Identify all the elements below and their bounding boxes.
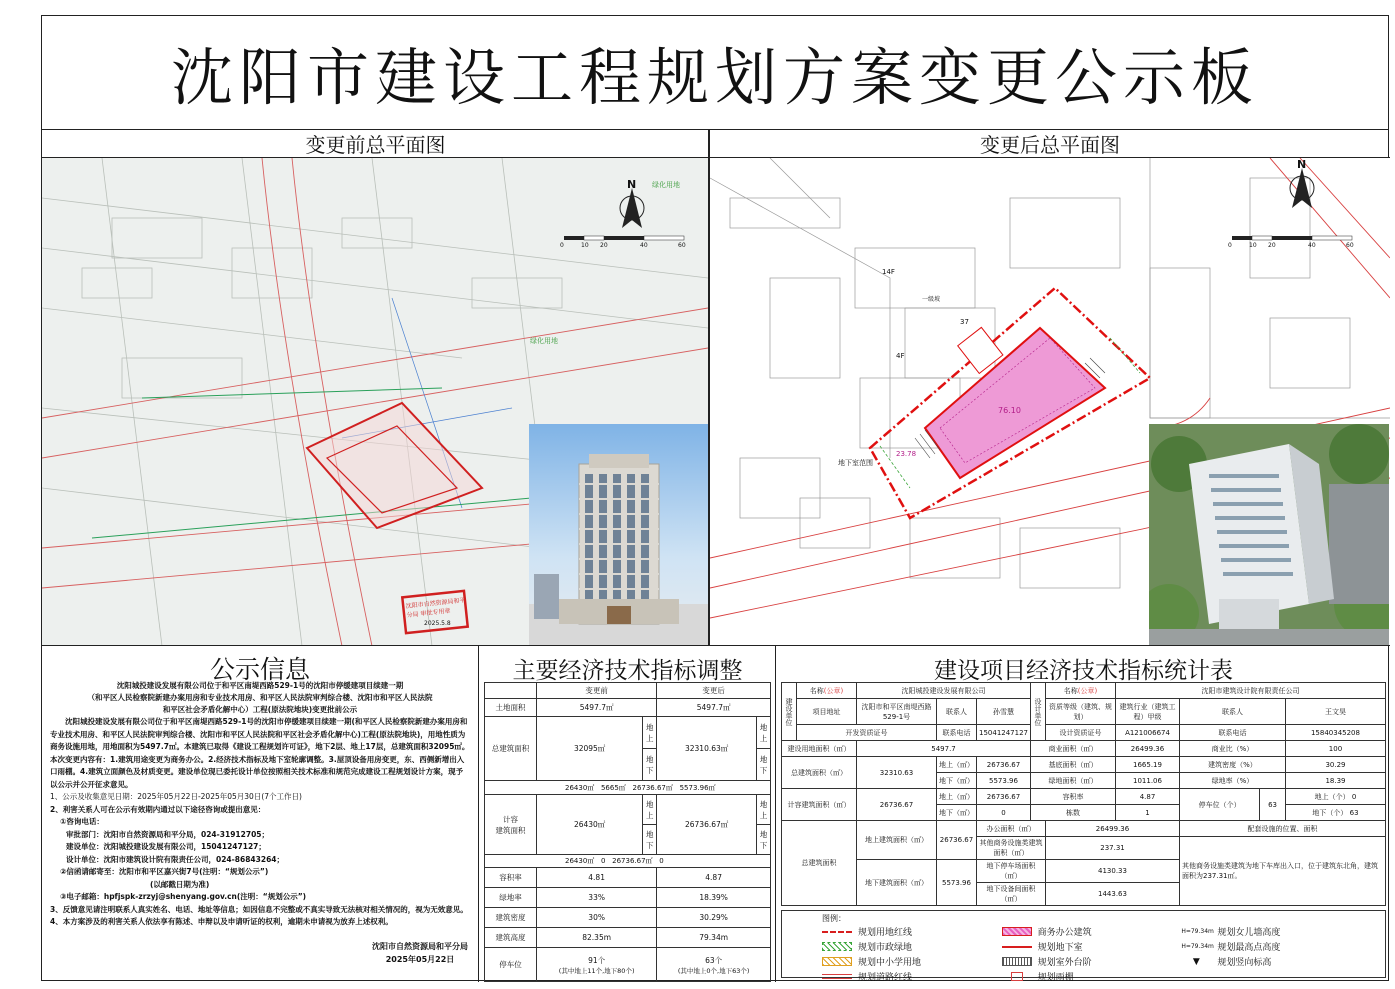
before-north-label: N bbox=[627, 178, 637, 191]
cell: 建筑密度（%） bbox=[1180, 757, 1286, 773]
row-label: 设计单位 bbox=[1031, 683, 1046, 741]
cell: 绿地面积（㎡） bbox=[1031, 773, 1116, 789]
cell: 0 bbox=[1351, 792, 1357, 801]
cell: 30.29 bbox=[1285, 757, 1385, 773]
cell: 地下 bbox=[643, 825, 657, 855]
cell: 联系人 bbox=[937, 699, 977, 725]
cell: 63个 bbox=[705, 955, 723, 965]
cell: 栋数 bbox=[1031, 805, 1116, 821]
map-label: 绿化用地 bbox=[652, 181, 680, 189]
notice-body: 沈阳城投建设发展有限公司位于和平区南堤西路529-1号的沈阳市停缓建项目续建一期(和平区人民检察院新建办案用房和专业技术用房、和平区人民法院审判综合楼、沈阳市和平区人民法院和平区社会矛盾化解中心)工程(原法院地块)，用地性质为商务设施用地，用地面积为5497.7㎡。本建筑已取得《建设工程规划许可证》，地下2层、地上17层，总建筑面积32095㎡。本次变更内容有：1.建筑用途变更为商务办公。2.经济技术指标及地下室轮廓调整。3.屋顶设备用房变更，东、西侧新增出入口雨棚。4.建筑立面颜色及材质变更。建设单位现已委托设计单位按照相关技术标准和规范完成建设工程规划设计方案，现予以公示并公开征求意见。 bbox=[50, 717, 470, 789]
cell: 建设用地面积（㎡） bbox=[782, 741, 857, 757]
cell: 地下 bbox=[643, 749, 657, 781]
map-label: 76.10 bbox=[998, 406, 1021, 415]
notice-item: 1、公示及收集意见日期：2025年05月22日-2025年05月30日(7个工作日) bbox=[50, 792, 302, 801]
cell: 地上 bbox=[757, 717, 771, 749]
notice-head: 沈阳城投建设发展有限公司位于和平区南堤西路529-1号的沈阳市停缓建项目续建一期 bbox=[116, 681, 404, 690]
notice-builder: 建设单位：沈阳城投建设发展有限公司，15041247127； bbox=[66, 842, 266, 851]
cell: 5497.7㎡ bbox=[537, 699, 657, 717]
cell: 5573.96㎡ bbox=[679, 783, 716, 792]
scale-label: 10 bbox=[581, 242, 589, 249]
notice-item: 4、本方案涉及的利害关系人依法享有陈述、申辩以及申请听证的权利，逾期未申请视为放弃上述权利。 bbox=[50, 917, 393, 926]
legend-item bbox=[1002, 924, 1166, 939]
cell: 配套设施的位置、面积 bbox=[1180, 821, 1386, 837]
row-label: 计容 bbox=[503, 814, 518, 824]
map-label: 地下室范围 bbox=[838, 459, 873, 467]
row-label: 建设单位 bbox=[782, 683, 797, 741]
cell: 总建筑面积 bbox=[782, 821, 857, 906]
cell: (公章) bbox=[823, 686, 844, 695]
cell: 5573.96 bbox=[977, 773, 1031, 789]
cell: 资质等级（建筑、规划） bbox=[1046, 699, 1116, 725]
cell: 30% bbox=[537, 908, 657, 928]
legend-label: 规划女儿墙高度 bbox=[1217, 928, 1281, 938]
legend-swatch bbox=[822, 957, 852, 966]
notice-mail-note: (以邮戳日期为准) bbox=[150, 879, 210, 889]
legend-label: 规划中小学用地 bbox=[858, 958, 922, 968]
cell: 79.34m bbox=[657, 928, 771, 948]
legend-swatch bbox=[1011, 972, 1023, 981]
scale-label: 0 bbox=[1228, 242, 1232, 249]
stats-title: 建设项目经济技术指标统计表 bbox=[934, 658, 1233, 684]
before-plan-heading: 变更前总平面图 bbox=[42, 130, 709, 158]
notice-title: 公示信息 bbox=[209, 655, 310, 684]
legend-swatch bbox=[1002, 957, 1032, 966]
cell: 地下停车场面积（㎡） bbox=[977, 860, 1046, 883]
legend-item bbox=[1002, 954, 1166, 969]
legend-label: 商务办公建筑 bbox=[1037, 928, 1092, 938]
cell: 商业比（%） bbox=[1180, 741, 1286, 757]
legend-item bbox=[1181, 924, 1345, 939]
stamp-text: 沈阳市自然资源局和平分局 审批专用章 bbox=[405, 596, 466, 620]
cell: 26430㎡ bbox=[565, 783, 595, 792]
cell: 26736.67 bbox=[937, 821, 977, 860]
cell: 4.81 bbox=[537, 868, 657, 888]
notice-item: 3、反馈意见请注明联系人真实姓名、电话、地址等信息；如因信息不完整或不真实导致无法核对相关情况的，视为无效意见。 bbox=[50, 904, 468, 914]
cell: 82.35m bbox=[537, 928, 657, 948]
cell: 5665㎡ bbox=[600, 783, 626, 792]
legend-label: 规划竖向标高 bbox=[1217, 958, 1272, 968]
cell: 联系电话 bbox=[937, 725, 977, 741]
legend bbox=[781, 910, 1386, 983]
notice-head: 和平区社会矛盾化解中心）工程(原法院地块)变更批前公示 bbox=[162, 705, 358, 714]
cell: 30.29% bbox=[657, 908, 771, 928]
cell: 名称 bbox=[809, 686, 824, 695]
legend-label: 规划最高点高度 bbox=[1217, 943, 1281, 953]
after-site-plan bbox=[710, 158, 1390, 646]
after-plan-heading: 变更后总平面图 bbox=[710, 130, 1390, 158]
scale-label: 40 bbox=[640, 242, 648, 249]
legend-item bbox=[1002, 969, 1166, 984]
legend-item bbox=[822, 924, 986, 939]
stamp-date: 2025.5.8 bbox=[424, 620, 451, 627]
legend-title: 图例： bbox=[822, 914, 846, 923]
cell: 33% bbox=[537, 888, 657, 908]
row-label: 绿地率 bbox=[485, 888, 537, 908]
cell: 商业面积（㎡） bbox=[1031, 741, 1116, 757]
scale-label: 20 bbox=[600, 242, 608, 249]
scale-label: 0 bbox=[560, 242, 564, 249]
cell: 4.87 bbox=[657, 868, 771, 888]
cell: 26736.67㎡ bbox=[632, 783, 673, 792]
cell: 0 bbox=[659, 857, 664, 865]
legend-swatch bbox=[1002, 946, 1032, 948]
legend-label: 规划用地红线 bbox=[858, 928, 913, 938]
legend-item bbox=[822, 969, 986, 984]
site-boundary bbox=[870, 288, 1150, 518]
cell: 基底面积（㎡） bbox=[1031, 757, 1116, 773]
legend-swatch: H=79.34m bbox=[1181, 928, 1214, 935]
row-label: 容积率 bbox=[485, 868, 537, 888]
cell: 1011.06 bbox=[1116, 773, 1180, 789]
cell: 地下设备间面积（㎡） bbox=[977, 883, 1046, 906]
elevation-icon: ▼ bbox=[1192, 956, 1200, 967]
cell: 孙雪慧 bbox=[977, 699, 1031, 725]
cell: 沈阳市建筑设计院有限责任公司 bbox=[1116, 683, 1386, 699]
cell: 26736.67 bbox=[977, 757, 1031, 773]
cell: 15041247127 bbox=[977, 725, 1031, 741]
cell: 项目地址 bbox=[797, 699, 857, 725]
before-scale-bar bbox=[564, 236, 684, 240]
cell: 地下建筑面积（㎡） bbox=[857, 860, 937, 906]
cell: 地上（㎡） bbox=[937, 757, 977, 773]
cell: 计容建筑面积（㎡） bbox=[782, 789, 857, 821]
cell: (公章) bbox=[1077, 686, 1098, 695]
legend-label: 规划雨棚 bbox=[1037, 973, 1074, 983]
stats-table bbox=[781, 682, 1386, 906]
map-label: 一级坡 bbox=[922, 296, 941, 303]
scale-label: 20 bbox=[1268, 242, 1276, 249]
notice-email[interactable]: ③电子邮箱：hpfjspk-zrzyj@shenyang.gov.cn(注明：“规划公示”) bbox=[60, 892, 307, 901]
cell: 26430㎡ bbox=[565, 857, 595, 865]
cell: 其他商务设施类建筑为地下车库出入口，位于建筑东北角，建筑面积为237.31㎡。 bbox=[1180, 837, 1386, 906]
col-header: 变更前 bbox=[537, 683, 657, 699]
legend-item bbox=[822, 939, 986, 954]
legend-label: 规划道路红线 bbox=[858, 973, 913, 983]
cell: 其他商务设施类建筑面积（㎡） bbox=[977, 837, 1046, 860]
cell: 地下（㎡） bbox=[937, 805, 977, 821]
scale-label: 60 bbox=[678, 242, 686, 249]
legend-label: 规划室外台阶 bbox=[1037, 958, 1092, 968]
cell: 1 bbox=[1116, 805, 1180, 821]
cell: 地下（个） bbox=[1312, 808, 1348, 817]
adjust-title: 主要经济技术指标调整 bbox=[512, 658, 743, 684]
cell: 建筑行业（建筑工程）甲级 bbox=[1116, 699, 1180, 725]
row-label: 建筑面积 bbox=[495, 825, 526, 835]
cell: 地上（㎡） bbox=[937, 789, 977, 805]
map-label: 37 bbox=[960, 318, 969, 326]
notice-panel bbox=[42, 646, 479, 982]
scale-label: 10 bbox=[1249, 242, 1257, 249]
notice-head: （和平区人民检察院新建办案用房和专业技术用房、和平区人民法院审判综合楼、沈阳市和平区人民法院 bbox=[87, 693, 433, 702]
row-label: 总建筑面积 bbox=[485, 717, 537, 781]
cell: 设计资质证号 bbox=[1046, 725, 1116, 741]
cell: 0 bbox=[600, 857, 606, 865]
cell: 沈阳城投建设发展有限公司 bbox=[857, 683, 1031, 699]
after-scale-bar bbox=[1232, 236, 1352, 240]
stats-panel bbox=[777, 646, 1390, 982]
cell: 26499.36 bbox=[1046, 821, 1180, 837]
cell: 32310.63 bbox=[857, 757, 937, 789]
cell: 1665.19 bbox=[1116, 757, 1180, 773]
cell: 63 bbox=[1260, 789, 1286, 821]
cell: A121006674 bbox=[1116, 725, 1180, 741]
legend-swatch bbox=[822, 942, 852, 951]
notice-dept: 审批部门：沈阳市自然资源局和平分局，024-31912705； bbox=[66, 829, 270, 839]
cell: 地上 bbox=[643, 795, 657, 825]
cell: 地下（㎡） bbox=[937, 773, 977, 789]
legend-swatch bbox=[822, 931, 852, 933]
adjust-panel bbox=[480, 646, 776, 982]
cell: 63 bbox=[1349, 808, 1359, 817]
notice-item: 2、利害关系人可在公示有效期内通过以下途径咨询或提出意见： bbox=[50, 804, 266, 814]
cell: 总建筑面积（㎡） bbox=[782, 757, 857, 789]
scale-label: 40 bbox=[1308, 242, 1316, 249]
cell: 0 bbox=[977, 805, 1031, 821]
legend-swatch bbox=[822, 974, 852, 979]
before-building-photo bbox=[529, 424, 708, 646]
row-label: 停车位 bbox=[485, 948, 537, 982]
cell: 沈阳市和平区南堤西路529-1号 bbox=[857, 699, 937, 725]
board-title: 沈阳市建设工程规划方案变更公示板 bbox=[42, 16, 1388, 130]
cell: 15840345208 bbox=[1285, 725, 1385, 741]
legend-item bbox=[1181, 954, 1345, 969]
cell: 1443.63 bbox=[1046, 883, 1180, 906]
map-label: 绿化用地 bbox=[530, 337, 558, 345]
notice-consult: ①咨询电话： bbox=[60, 817, 104, 826]
legend-label: 规划市政绿地 bbox=[858, 943, 913, 953]
cell: 联系电话 bbox=[1180, 725, 1286, 741]
cell: 5573.96 bbox=[937, 860, 977, 906]
cell: 100 bbox=[1285, 741, 1385, 757]
legend-swatch bbox=[1002, 927, 1032, 936]
map-label: 4F bbox=[896, 352, 905, 360]
cell: 开发资质证号 bbox=[797, 725, 937, 741]
after-north-label: N bbox=[1297, 158, 1307, 171]
legend-swatch: H=79.34m bbox=[1181, 943, 1214, 950]
map-label: 23.78 bbox=[896, 450, 917, 458]
row-label: 建筑密度 bbox=[485, 908, 537, 928]
map-label: 14F bbox=[882, 268, 895, 276]
cell: 联系人 bbox=[1180, 699, 1286, 725]
row-label: 土地面积 bbox=[485, 699, 537, 717]
cell: 4130.33 bbox=[1046, 860, 1180, 883]
cell: 名称 bbox=[1063, 686, 1078, 695]
notice-board bbox=[41, 15, 1389, 981]
cell: 32095㎡ bbox=[537, 717, 643, 781]
cell: 18.39% bbox=[657, 888, 771, 908]
cell: 5497.7㎡ bbox=[657, 699, 771, 717]
row-label: 建筑高度 bbox=[485, 928, 537, 948]
before-site-plan bbox=[42, 158, 708, 646]
after-north-arrow bbox=[1290, 168, 1314, 208]
cell: 地上（个） bbox=[1314, 792, 1350, 801]
cell: (其中地上0个,地下63个) bbox=[677, 966, 750, 975]
cell: 18.39 bbox=[1285, 773, 1385, 789]
cell: 26736.67㎡ bbox=[612, 857, 653, 865]
cell: 容积率 bbox=[1031, 789, 1116, 805]
cell: 4.87 bbox=[1116, 789, 1180, 805]
cell: 91个 bbox=[588, 955, 606, 965]
legend-item bbox=[1002, 939, 1166, 954]
notice-designer: 设计单位：沈阳市建筑设计院有限责任公司，024-86843264； bbox=[66, 854, 285, 864]
cell: 王文昊 bbox=[1285, 699, 1385, 725]
cell: 停车位（个） bbox=[1180, 789, 1260, 821]
cell: 26736.67㎡ bbox=[657, 795, 757, 855]
cell: 地上 bbox=[643, 717, 657, 749]
cell: 地下 bbox=[757, 749, 771, 781]
legend-label: 规划地下室 bbox=[1037, 943, 1083, 953]
cell: 26430㎡ bbox=[537, 795, 643, 855]
cell: 地上 bbox=[757, 795, 771, 825]
notice-date: 2025年05月22日 bbox=[385, 955, 455, 964]
cell: 237.31 bbox=[1046, 837, 1180, 860]
cell: 地下 bbox=[757, 825, 771, 855]
after-building-photo bbox=[1149, 424, 1389, 646]
legend-item bbox=[822, 954, 986, 969]
cell: 26736.67 bbox=[977, 789, 1031, 805]
cell: 26736.67 bbox=[857, 789, 937, 821]
legend-item bbox=[1181, 939, 1345, 954]
notice-mail: ②信函请邮寄至：沈阳市和平区嘉兴街7号(注明：“规划公示”) bbox=[60, 867, 269, 876]
col-header: 变更后 bbox=[657, 683, 771, 699]
cell: 5497.7 bbox=[857, 741, 1031, 757]
adjust-table bbox=[484, 682, 771, 982]
cell: 绿地率（%） bbox=[1180, 773, 1286, 789]
cell: 地上建筑面积（㎡） bbox=[857, 821, 937, 860]
cell: 26499.36 bbox=[1116, 741, 1180, 757]
cell: 办公面积（㎡） bbox=[977, 821, 1046, 837]
cell: (其中地上11个,地下80个) bbox=[558, 966, 635, 975]
notice-signature: 沈阳市自然资源局和平分局 bbox=[372, 942, 468, 951]
scale-label: 60 bbox=[1346, 242, 1354, 249]
cell: 32310.63㎡ bbox=[657, 717, 757, 781]
